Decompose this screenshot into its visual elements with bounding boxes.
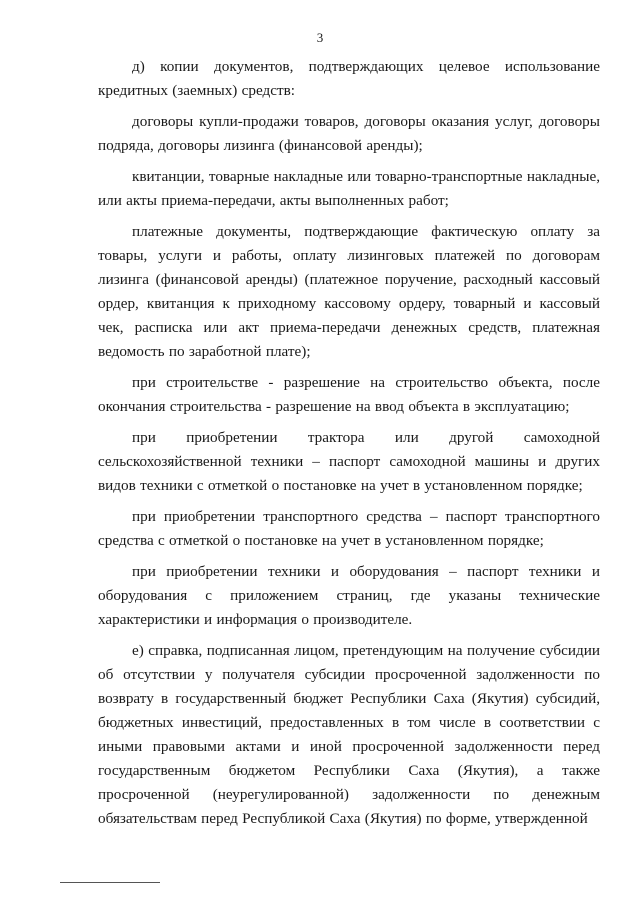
paragraph-d-copies: д) копии документов, подтверждающих целевое использование кредитных (заемных) средств: [98, 58, 600, 99]
paragraph-contracts: договоры купли-продажи товаров, договоры оказания услуг, договоры подряда, договоры лизинга (финансовой аренды); [98, 113, 600, 154]
paragraph-payment-documents: платежные документы, подтверждающие фактическую оплату за товары, услуги и работы, оплату лизинговых платежей по договорам лизинга (финансовой аренды) (платежное поручение, расходный кассовый ордер, квитанция к приходному кассовому ордеру, товарный и кассовый чек, расписка или акт приема-передачи денежных средств, платежная ведомость по заработной плате); [98, 223, 600, 360]
page-number: 3 [316, 30, 324, 45]
document-body [98, 55, 600, 831]
footnote-divider [60, 882, 160, 883]
paragraph-receipts: квитанции, товарные накладные или товарно-транспортные накладные, или акты приема-передачи, акты выполненных работ; [98, 168, 600, 209]
paragraph-e-certificate: е) справка, подписанная лицом, претендующим на получение субсидии об отсутствии у получателя субсидии просроченной задолженности по возврату в государственный бюджет Республики Саха (Якутия) субсидий, бюджетных инвестиций, предоставленных в том числе в соответствии с иными правовыми актами и иной просроченной задолженности перед государственным бюджетом Республики Саха (Якутия), а также просроченной (неурегулированной) задолженности по денежным обязательствам перед Республикой Саха (Якутия) по форме, утвержденной [98, 642, 600, 827]
paragraph-vehicle: при приобретении транспортного средства – паспорт транспортного средства с отметкой о постановке на учет в установленном порядке; [98, 508, 600, 549]
paragraph-construction: при строительстве - разрешение на строительство объекта, после окончания строительства - разрешение на ввод объекта в эксплуатацию; [98, 374, 600, 415]
paragraph-equipment: при приобретении техники и оборудования – паспорт техники и оборудования с приложением страниц, где указаны технические характеристики и информация о производителе. [98, 563, 600, 628]
paragraph-tractor: при приобретении трактора или другой самоходной сельскохозяйственной техники – паспорт самоходной машины и других видов техники с отметкой о постановке на учет в установленном порядке; [98, 429, 600, 494]
